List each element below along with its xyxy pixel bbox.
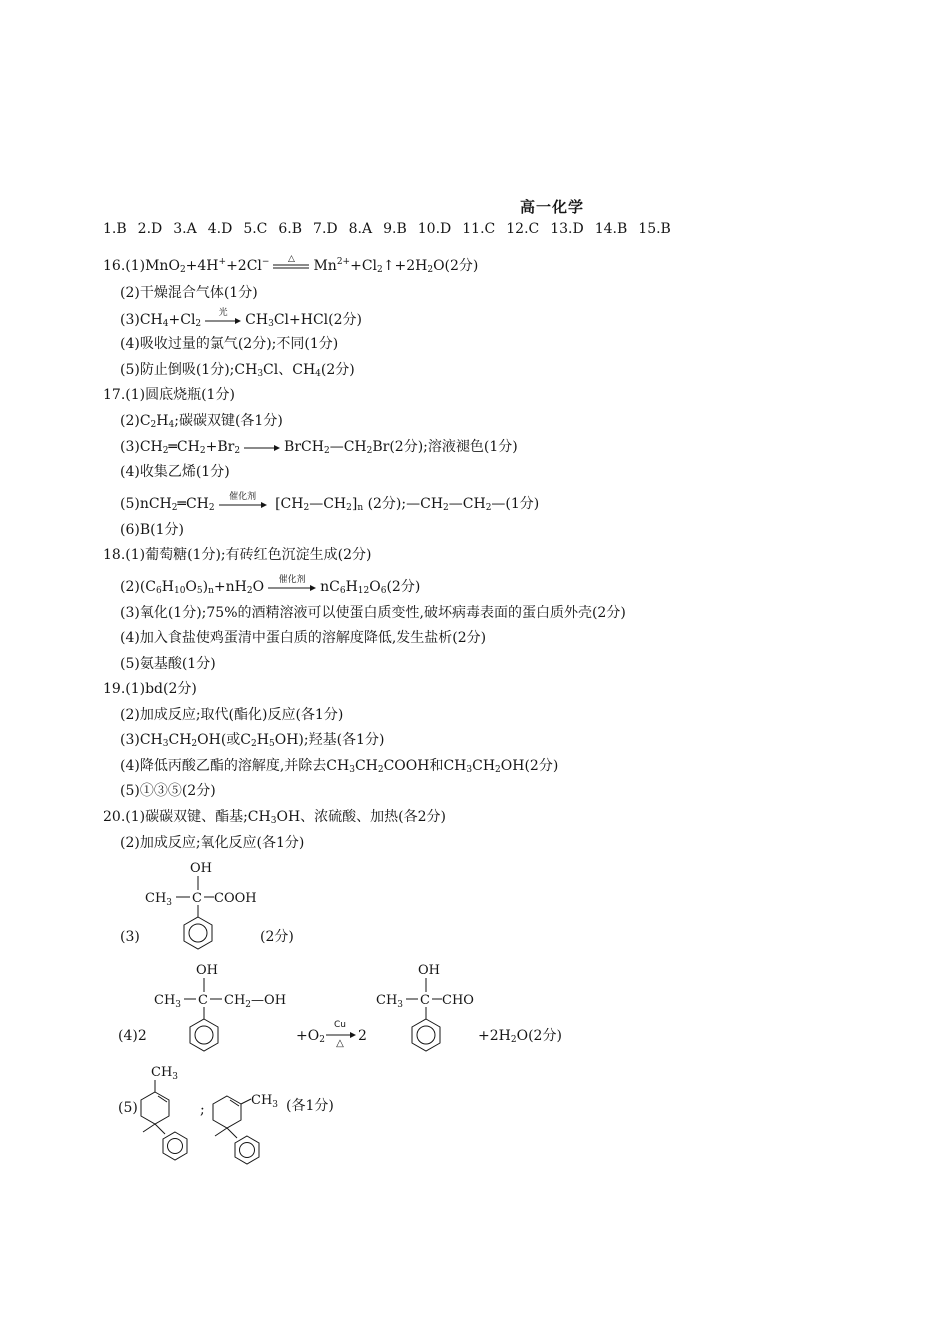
svg-text:CH3: $CH_3$ bbox=[145, 891, 173, 908]
q20-part5-score: (各1分) bbox=[286, 1098, 334, 1114]
mc-answer: 2.D bbox=[137, 221, 163, 237]
q20-part5-separator: ; bbox=[200, 1102, 205, 1118]
page-title: 高一化学 bbox=[520, 198, 585, 216]
q20-part3-label: (3) bbox=[120, 929, 140, 945]
mc-answer: 12.C bbox=[506, 221, 540, 237]
svg-text:CH3: $CH_3$ bbox=[376, 993, 404, 1010]
mc-answer: 15.B bbox=[638, 221, 671, 237]
q18-part2: $(2)(C_6H_{10}O_5)_n+nH_2O$ 催化剂 $nC_6H_{12}O_6(2$分) bbox=[120, 575, 421, 596]
q19-part1: 19.(1)bd(2分) bbox=[103, 681, 197, 697]
svg-text:CH2—OH: $CH_2—OH$ bbox=[224, 993, 287, 1010]
q17-part2: $(2)C_2H_4$;碳碳双键(各1分) bbox=[120, 413, 283, 430]
mc-answer: 6.B bbox=[278, 221, 303, 237]
q17-part6: (6)B(1分) bbox=[120, 522, 184, 538]
q20-part4-oxygen: $+O_2$ bbox=[296, 1028, 325, 1045]
catalyst-arrow: 催化剂 bbox=[217, 494, 269, 514]
mc-answer: 4.D bbox=[207, 221, 233, 237]
svg-text:CHO: CHO bbox=[442, 993, 474, 1008]
svg-text:OH: OH bbox=[190, 861, 212, 876]
q19-part5: (5)①③⑤(2分) bbox=[120, 783, 216, 799]
q20-part4-product bbox=[372, 957, 492, 1057]
mc-answer: 8.A bbox=[348, 221, 373, 237]
q18-part1: 18.(1)葡萄糖(1分);有砖红色沉淀生成(2分) bbox=[103, 547, 372, 563]
q17-part5: $(5)nCH_2═CH_2$ 催化剂 $[CH_2—CH_2]_n$ (2分)$;—CH_2—CH_2—(1$分) bbox=[120, 492, 540, 513]
svg-text:C: C bbox=[198, 993, 208, 1008]
q20-part1: 20.(1)碳碳双键、酯基$;CH_3OH$、浓硫酸、加热(各2分) bbox=[103, 809, 446, 826]
q17-part3: $(3)CH_2═CH_2+Br_2$ $BrCH_2—CH_2Br(2$分);溶液褪色(1分) bbox=[120, 439, 518, 456]
svg-text:OH: OH bbox=[196, 963, 218, 978]
q16-part1: 16.(1)MnO$_2$+4H++2Cl− △ $Mn^{2+}+Cl_2↑+2H_2O(2$分) bbox=[103, 254, 479, 275]
reaction-arrow bbox=[242, 437, 282, 457]
svg-text:COOH: COOH bbox=[214, 891, 257, 906]
q18-part4: (4)加入食盐使鸡蛋清中蛋白质的溶解度降低,发生盐析(2分) bbox=[120, 630, 487, 646]
mc-answer: 3.A bbox=[173, 221, 197, 237]
q17-part1: 17.(1)圆底烧瓶(1分) bbox=[103, 387, 235, 403]
light-arrow: 光 bbox=[203, 310, 243, 330]
multiple-choice-answers bbox=[103, 221, 671, 237]
q20-part3-structure bbox=[140, 855, 270, 955]
q20-part4-reactant bbox=[150, 957, 310, 1057]
q16-part4: (4)吸收过量的氯气(2分);不同(1分) bbox=[120, 336, 339, 352]
q20-part4-label: (4)2 bbox=[118, 1028, 147, 1044]
svg-text:CH3: $CH_3$ bbox=[151, 1065, 179, 1082]
q19-part3: $(3)CH_3CH_2OH$(或$C_2H_5OH$);羟基(各1分) bbox=[120, 732, 385, 749]
mc-answer: 1.B bbox=[103, 221, 127, 237]
q19-part2: (2)加成反应;取代(酯化)反应(各1分) bbox=[120, 707, 344, 723]
q20-part5-structure-a bbox=[135, 1060, 205, 1170]
mc-answer: 10.D bbox=[417, 221, 452, 237]
heat-equals-sign: △ bbox=[287, 254, 295, 264]
q18-part3: (3)氧化(1分);75%的酒精溶液可以使蛋白质变性,破坏病毒表面的蛋白质外壳(2分) bbox=[120, 605, 626, 621]
q20-part4-coef: 2 bbox=[358, 1028, 367, 1044]
q20-part5-structure-b bbox=[205, 1082, 290, 1172]
mc-answer: 14.B bbox=[594, 221, 628, 237]
svg-text:C: C bbox=[420, 993, 430, 1008]
q20-part4-tail: $+2H_2O(2$分) bbox=[478, 1028, 562, 1045]
q19-part4: (4)降低丙酸乙酯的溶解度,并除去$CH_3CH_2COOH$和$CH_3CH_2OH(2$分) bbox=[120, 758, 559, 775]
q16-part5: (5)防止倒吸(1分)$;CH_3Cl$、$CH_4(2$分) bbox=[120, 362, 355, 379]
catalyst-arrow: 催化剂 bbox=[266, 577, 318, 597]
q17-part4: (4)收集乙烯(1分) bbox=[120, 464, 230, 480]
q20-part2: (2)加成反应;氧化反应(各1分) bbox=[120, 835, 305, 851]
mc-answer: 7.D bbox=[313, 221, 338, 237]
q20-part3-score: (2分) bbox=[260, 929, 294, 945]
svg-text:OH: OH bbox=[418, 963, 440, 978]
copper-heat-arrow: Cu △ bbox=[324, 1018, 360, 1054]
svg-text:CH3: $CH_3$ bbox=[251, 1093, 279, 1110]
mc-answer: 9.B bbox=[383, 221, 407, 237]
q20-part5-label: (5) bbox=[118, 1100, 138, 1116]
svg-text:CH3: $CH_3$ bbox=[154, 993, 182, 1010]
q18-part5: (5)氨基酸(1分) bbox=[120, 656, 216, 672]
mc-answer: 13.D bbox=[550, 221, 584, 237]
q16-part3: $(3)CH_4+Cl_2$ 光 $CH_3Cl+HCl(2$分) bbox=[120, 308, 362, 329]
mc-answer: 5.C bbox=[243, 221, 268, 237]
svg-text:C: C bbox=[192, 891, 202, 906]
q16-part2: (2)干燥混合气体(1分) bbox=[120, 285, 258, 301]
mc-answer: 11.C bbox=[462, 221, 496, 237]
